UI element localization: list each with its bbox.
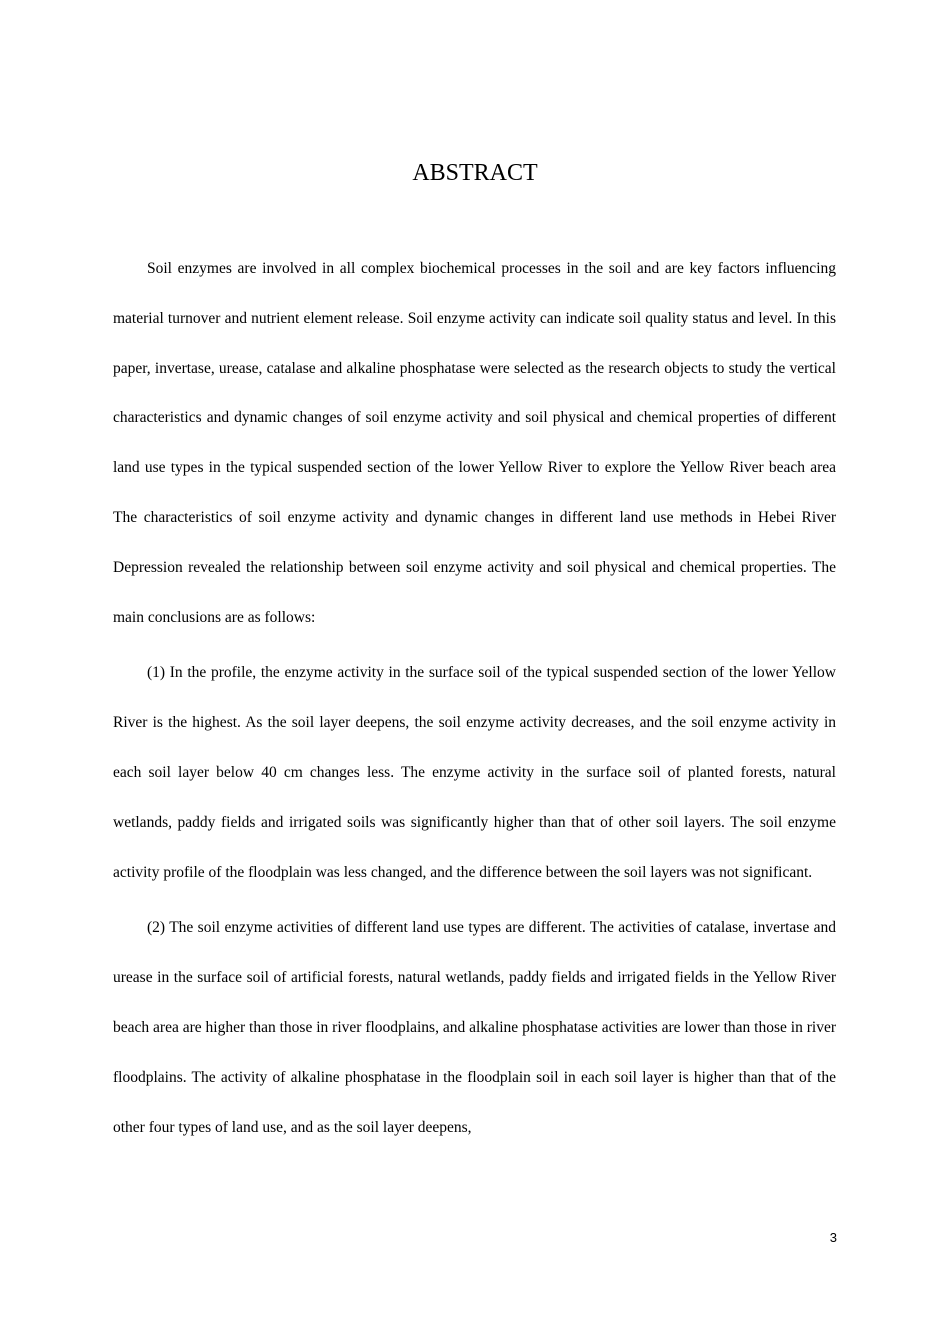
abstract-title: ABSTRACT	[412, 160, 538, 186]
abstract-body	[113, 244, 836, 1158]
page-number: 3	[829, 1230, 837, 1245]
abstract-paragraph-conclusion-1: (1) In the profile, the enzyme activity in the surface soil of the typical suspended section of the lower Yellow River is the highest. As the soil layer deepens, the soil enzyme activity decreases, and the soil enzyme activity in each soil layer below 40 cm changes less. The enzyme activity in the surface soil of planted forests, natural wetlands, paddy fields and irrigated soils was significantly higher than that of other soil layers. The soil enzyme activity profile of the floodplain was less changed, and the difference between the soil layers was not significant.	[113, 664, 836, 881]
abstract-paragraph-conclusion-2: (2) The soil enzyme activities of different land use types are different. The activities of catalase, invertase and urease in the surface soil of artificial forests, natural wetlands, paddy fields and irrigated fields in the Yellow River beach area are higher than those in river floodplains, and alkaline phosphatase activities are lower than those in river floodplains. The activity of alkaline phosphatase in the floodplain soil in each soil layer is higher than that of the other four types of land use, and as the soil layer deepens,	[113, 919, 836, 1136]
abstract-paragraph-intro: Soil enzymes are involved in all complex biochemical processes in the soil and are key factors influencing material turnover and nutrient element release. Soil enzyme activity can indicate soil quality status and level. In this paper, invertase, urease, catalase and alkaline phosphatase were selected as the research objects to study the vertical characteristics and dynamic changes of soil enzyme activity and soil physical and chemical properties of different land use types in the typical suspended section of the lower Yellow River to explore the Yellow River beach area The characteristics of soil enzyme activity and dynamic changes in different land use methods in Hebei River Depression revealed the relationship between soil enzyme activity and soil physical and chemical properties. The main conclusions are as follows:	[113, 260, 836, 626]
